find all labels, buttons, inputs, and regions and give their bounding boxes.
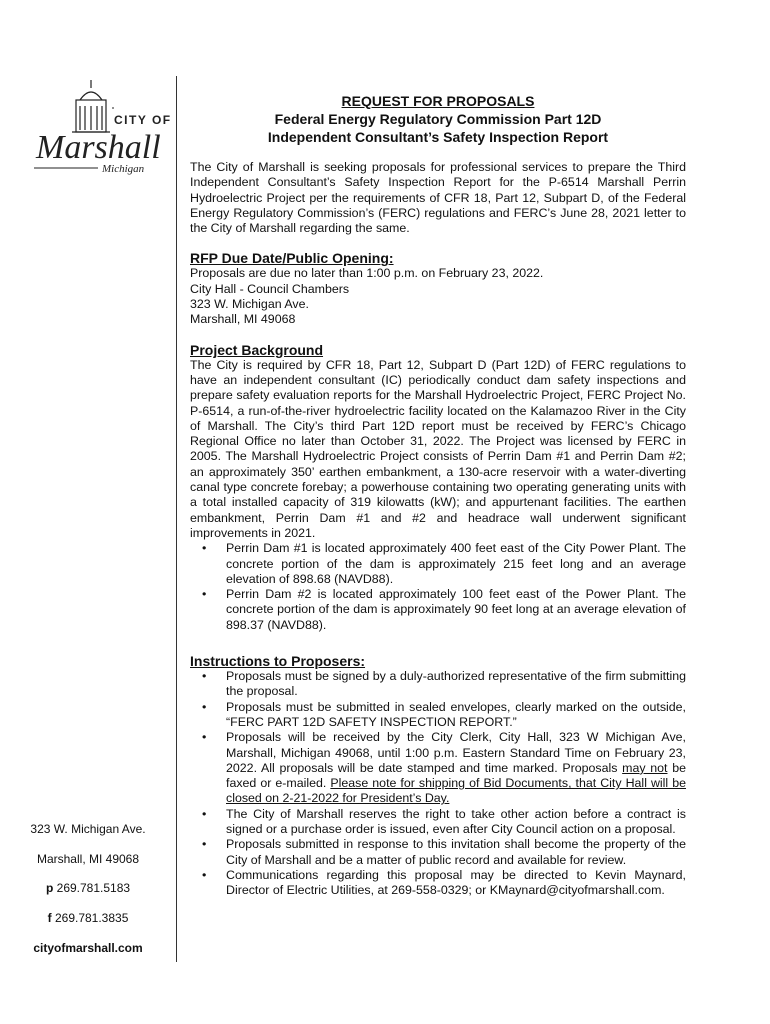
doc-title: REQUEST FOR PROPOSALS [341, 93, 535, 109]
city-hall-logo-icon [34, 76, 174, 176]
fax-number: 269.781.3835 [54, 911, 129, 925]
doc-subtitle-2: Independent Consultant’s Safety Inspection Report [267, 129, 609, 145]
background-heading: Project Background [190, 341, 324, 358]
sidebar-fax [0, 911, 176, 925]
due-line-4: Marshall, MI 49068 [190, 312, 296, 327]
list-item [202, 699, 686, 731]
list-item [202, 730, 686, 806]
sidebar-address-line1: 323 W. Michigan Ave. [30, 822, 146, 836]
bullet-icon: • [202, 806, 207, 821]
bullet-icon: • [202, 669, 207, 684]
list-item [202, 587, 686, 633]
shipping-note: Please note for shipping of Bid Documents, that City Hall will be closed on 2-21-2022 for President’s Day. [226, 776, 686, 806]
bullet-icon: • [202, 730, 207, 745]
list-item [202, 837, 686, 868]
phone-label: p [45, 881, 54, 895]
list-item [202, 867, 686, 899]
document-body [190, 92, 686, 898]
list-item [202, 669, 686, 700]
intro-paragraph: The City of Marshall is seeking proposals for professional services to prepare the Third Independent Consultant’s Safety Inspection Report for the P-6514 Marshall Perrin Hydroelectric Project per the requirements of CFR 18, Part 12, Subpart D, of the Federal Energy Regulatory Commission’s (FERC) regulations and FERC’s June 28, 2021 letter to the City of Marshall regarding the same. [190, 160, 686, 236]
list-item [202, 541, 686, 587]
bullet-icon: • [202, 867, 207, 882]
instructions-bullets [190, 669, 686, 898]
bullet-text: Perrin Dam #2 is located approximately 100 feet east of the Power Plant. The concrete portion of the dam is approximately 90 feet long at an average elevation of 898.37 (NAVD88). [226, 587, 686, 632]
logo-marshall-text: Marshall [36, 129, 161, 166]
due-line-3: 323 W. Michigan Ave. [190, 297, 309, 312]
bullet-text: Proposals must be signed by a duly-authorized representative of the firm submitting the proposal. [226, 669, 686, 699]
city-logo [34, 76, 174, 176]
doc-subtitle-1: Federal Energy Regulatory Commission Part 12D [274, 111, 602, 127]
sidebar-divider [176, 76, 177, 962]
bullet-icon: • [202, 587, 207, 602]
bullet-icon: • [202, 837, 207, 852]
sidebar-website[interactable]: cityofmarshall.com [33, 941, 143, 955]
sidebar-phone [0, 881, 176, 895]
due-line-1: Proposals are due no later than 1:00 p.m. on February 23, 2022. [190, 266, 544, 281]
bullet-text: Proposals will be received by the City Clerk, City Hall, 323 W Michigan Ave, Marshall, Michigan 49068, until 1:00 p.m. Eastern Standard Time on February 23, 2022. All proposals will be date stamped and time marked. Proposals [226, 730, 686, 775]
fax-label: f [47, 911, 52, 925]
bullet-text-cont: be faxed or e-mailed. [226, 760, 686, 791]
bullet-text: The City of Marshall reserves the right to take other action before a contract is signed or a purchase order is issued, even after City Council action on a proposal. [226, 806, 686, 836]
logo-city-of-text: CITY OF [114, 113, 172, 127]
logo-michigan-text: Michigan [102, 163, 145, 175]
due-date-heading: RFP Due Date/Public Opening: [190, 250, 394, 267]
bullet-icon: • [202, 699, 207, 714]
phone-number: 269.781.5183 [56, 881, 131, 895]
bullet-text: Communications regarding this proposal may be directed to Kevin Maynard, Director of Electric Utilities, at 269-558-0329; or KMaynard@cityofmarshall.com. [226, 867, 686, 898]
instructions-heading: Instructions to Proposers: [190, 653, 366, 670]
bullet-text: Proposals submitted in response to this invitation shall become the property of the City of Marshall and be a matter of public record and available for review. [226, 837, 686, 867]
background-bullets [190, 541, 686, 633]
bullet-text: Proposals must be submitted in sealed envelopes, clearly marked on the outside, “FERC PART 12D SAFETY INSPECTION REPORT.” [226, 699, 686, 729]
may-not-emphasis: may not [622, 760, 668, 775]
bullet-icon: • [202, 541, 207, 556]
background-paragraph: The City is required by CFR 18, Part 12, Subpart D (Part 12D) of FERC regulations to have an independent consultant (IC) periodically conduct dam safety inspections and prepare safety evaluation reports for the Marshall Hydroelectric Project, FERC Project No. P-6514, a run-of-the-river hydroelectric facility located on the Kalamazoo River in the City of Marshall. The City’s third Part 12D report must be received by FERC’s Chicago Regional Office no later than October 31, 2022. The Project was licensed by FERC in 2005. The Marshall Hydroelectric Project consists of Perrin Dam #1 and Perrin Dam #2; an approximately 350’ earthen embankment, a 130-acre reservoir with a water-diverting canal type concrete forebay; a powerhouse containing two operating generating units with a total installed capacity of 319 kilowatts (kW); and appurtenant facilities. The earthen embankment, Perrin Dam #1 and #2 and headrace wall underwent significant improvements in 2021. [190, 357, 686, 540]
list-item [202, 806, 686, 838]
bullet-text: Perrin Dam #1 is located approximately 400 feet east of the City Power Plant. The concrete portion of the dam is approximately 215 feet long and an average elevation of 898.68 (NAVD88). [226, 541, 686, 586]
sidebar [0, 0, 176, 1024]
due-line-2: City Hall - Council Chambers [190, 281, 350, 296]
sidebar-address-line2: Marshall, MI 49068 [36, 852, 140, 866]
